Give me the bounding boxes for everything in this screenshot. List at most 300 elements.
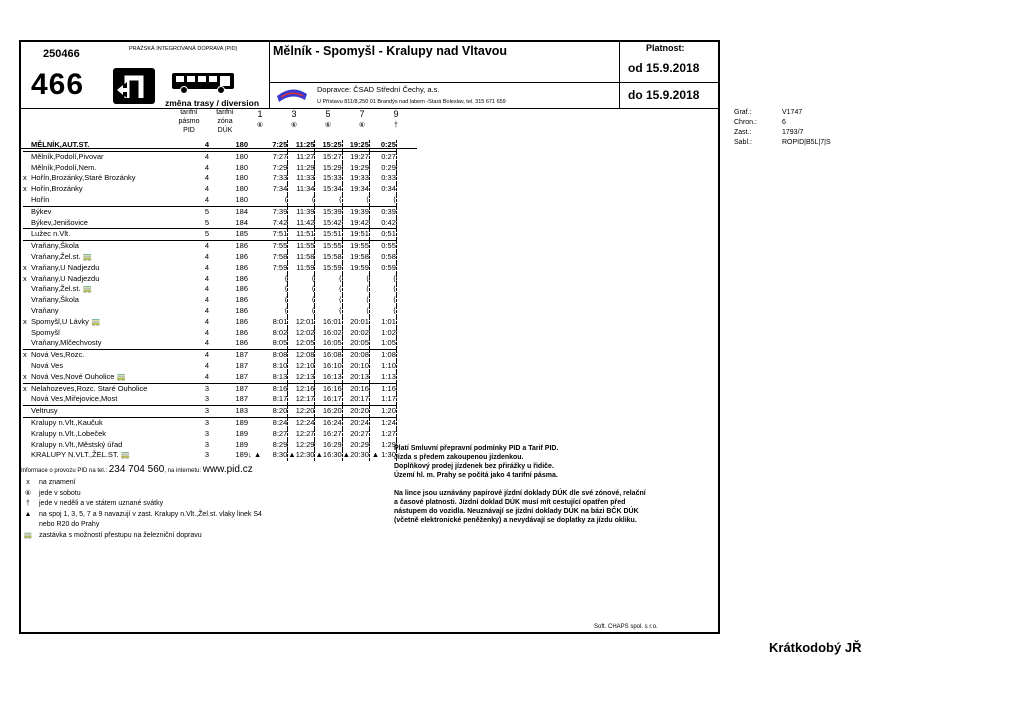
contact-line: Informace o provozu PID na tel.: 234 704 560, na internetu: www.pid.cz bbox=[21, 464, 253, 475]
departure-time: 8:20 bbox=[261, 406, 288, 418]
zone-duk: 186 bbox=[235, 305, 248, 315]
table-row bbox=[23, 274, 396, 285]
zone-pid: 4 bbox=[204, 262, 209, 272]
departure-time: 1:02 bbox=[369, 328, 396, 339]
legend-item: † jede v neděli a ve státem uznané svátky bbox=[26, 500, 164, 507]
departure-time: 11:58 bbox=[288, 252, 315, 263]
zone-pid: 4 bbox=[204, 316, 209, 326]
zone-pid: 4 bbox=[171, 195, 209, 206]
departure-time: 0:58 bbox=[369, 252, 396, 263]
arrival-mark bbox=[248, 372, 261, 383]
departure-time: 1:29 bbox=[369, 440, 396, 451]
timetable bbox=[23, 140, 397, 461]
table-row bbox=[23, 295, 396, 306]
departure-time: 16:05 bbox=[315, 338, 342, 349]
departure-time: 1:16 bbox=[369, 383, 396, 394]
departure-time: 16:29 bbox=[315, 440, 342, 451]
departure-time: 12:20 bbox=[288, 406, 315, 418]
line-code: 250466 bbox=[43, 48, 80, 60]
request-stop-mark bbox=[23, 229, 31, 241]
departure-time: 1:08 bbox=[369, 350, 396, 361]
zone-pid: 4 bbox=[204, 350, 209, 360]
zone-duk: 189 bbox=[235, 439, 248, 449]
departure-time: 20:20 bbox=[342, 406, 369, 418]
departure-time: 8:02 bbox=[261, 328, 288, 339]
arrival-mark bbox=[248, 218, 261, 229]
request-stop-mark bbox=[23, 406, 31, 418]
zone-pid: 3 bbox=[204, 417, 209, 427]
departure-time: 15:33 bbox=[315, 173, 342, 184]
zone-pid: 3 bbox=[204, 428, 209, 438]
trip-header-7: 7 ⑥ bbox=[358, 109, 366, 129]
table-row bbox=[23, 151, 396, 162]
table-row bbox=[23, 229, 396, 241]
zone-duk: 187 bbox=[235, 350, 248, 360]
legend-item: nebo R20 do Prahy bbox=[39, 521, 100, 528]
departure-time: 7:29 bbox=[261, 163, 288, 174]
stop-name: Spomyšl,U Lávky 🚃 bbox=[31, 316, 101, 326]
bus-icon bbox=[171, 72, 235, 99]
request-stop-mark bbox=[23, 195, 31, 206]
departure-time: 12:29 bbox=[288, 440, 315, 451]
departure-time: 1:24 bbox=[369, 417, 396, 428]
zone-duk: 180 bbox=[235, 162, 248, 172]
stop-name: Nová Ves bbox=[31, 360, 64, 370]
departure-time: 15:39 bbox=[315, 206, 342, 217]
departure-time: ⟨ bbox=[315, 306, 342, 317]
departure-time: ⟨ bbox=[342, 274, 369, 285]
departure-time: 15:29 bbox=[315, 163, 342, 174]
departure-time: 12:02 bbox=[288, 328, 315, 339]
stop-name: Vraňany bbox=[31, 305, 59, 315]
departure-time: ⟨ bbox=[261, 295, 288, 306]
table-row bbox=[23, 394, 396, 405]
departure-time: 11:51 bbox=[288, 229, 315, 241]
zone-pid: 3 bbox=[171, 406, 209, 418]
departure-time: 8:01 bbox=[261, 317, 288, 328]
departure-time: 8:24 bbox=[261, 417, 288, 428]
request-stop-mark bbox=[23, 206, 31, 217]
departure-time: ▲ 1:30 bbox=[369, 450, 396, 461]
departure-time: 7:55 bbox=[261, 241, 288, 252]
stop-name: KRALUPY N.VLT.,ŽEL.ST. 🚃 bbox=[31, 450, 131, 460]
departure-time: 12:01 bbox=[288, 317, 315, 328]
departure-time: 1:01 bbox=[369, 317, 396, 328]
departure-time: 20:10 bbox=[342, 361, 369, 372]
request-stop-mark bbox=[23, 252, 31, 263]
arrival-mark bbox=[248, 263, 261, 274]
table-row bbox=[23, 406, 396, 418]
zone-duk-header: tarifní zóna DÚK bbox=[216, 109, 234, 134]
zone-duk: 180 bbox=[235, 151, 248, 161]
departure-time: 15:42 bbox=[315, 218, 342, 229]
departure-time: 8:30 bbox=[261, 450, 288, 461]
departure-time: 1:05 bbox=[369, 338, 396, 349]
departure-time: 1:13 bbox=[369, 372, 396, 383]
arrival-mark bbox=[248, 429, 261, 440]
stop-name: Vraňany,Škola bbox=[31, 241, 79, 251]
departure-time: 15:51 bbox=[315, 229, 342, 241]
arrival-mark bbox=[248, 173, 261, 184]
request-stop-mark bbox=[23, 450, 31, 461]
departure-time: 8:27 bbox=[261, 429, 288, 440]
request-stop-mark bbox=[23, 361, 31, 372]
departure-time: 0:42 bbox=[369, 218, 396, 229]
zone-pid: 3 bbox=[204, 439, 209, 449]
side-info bbox=[734, 108, 831, 148]
valid-from: od 15.9.2018 bbox=[628, 61, 700, 75]
zone-pid: 4 bbox=[204, 173, 209, 183]
departure-time: 19:55 bbox=[342, 241, 369, 252]
stop-name: Lužec n.Vlt. bbox=[31, 229, 171, 241]
departure-time: 8:05 bbox=[261, 338, 288, 349]
departure-time: 16:08 bbox=[315, 350, 342, 361]
departure-time: 0:25 bbox=[369, 140, 396, 151]
line-number: 466 bbox=[31, 68, 85, 101]
departure-time: 12:27 bbox=[288, 429, 315, 440]
departure-time: 7:51 bbox=[261, 229, 288, 241]
departure-time: 16:13 bbox=[315, 372, 342, 383]
departure-time: 15:25 bbox=[315, 140, 342, 151]
arrival-mark bbox=[248, 338, 261, 349]
stop-name: Veltrusy bbox=[31, 406, 171, 418]
bottom-label: Krátkodobý JŘ bbox=[769, 640, 862, 655]
zone-duk: 185 bbox=[209, 229, 248, 241]
zone-duk: 189 bbox=[235, 417, 248, 427]
zone-duk: 180 bbox=[235, 184, 248, 194]
departure-time: 0:29 bbox=[369, 163, 396, 174]
departure-time: ⟨ bbox=[288, 284, 315, 295]
arrival-mark bbox=[248, 394, 261, 405]
departure-time: 12:16 bbox=[288, 383, 315, 394]
departure-time: 16:17 bbox=[315, 394, 342, 405]
info-line: Na lince jsou uznávány papírové jízdní doklady DÚK dle své zónové, relační bbox=[394, 490, 646, 497]
stop-name: Hořín bbox=[31, 195, 171, 206]
zone-pid: 4 bbox=[204, 184, 209, 194]
zone-pid: 5 bbox=[171, 229, 209, 241]
arrival-mark bbox=[248, 195, 261, 206]
validity-label: Platnost: bbox=[646, 43, 685, 53]
phone: 234 704 560 bbox=[108, 464, 165, 475]
departure-time: ⟨ bbox=[315, 284, 342, 295]
departure-time: 11:33 bbox=[288, 173, 315, 184]
stop-name: Nová Ves,Rozc. bbox=[31, 350, 85, 360]
zone-duk: 187 bbox=[209, 394, 248, 405]
zone-duk: 184 bbox=[209, 218, 248, 229]
arrival-mark bbox=[248, 140, 261, 151]
trip-header-1: 1 ⑥ bbox=[256, 109, 264, 129]
table-row bbox=[23, 383, 396, 394]
arrival-mark bbox=[248, 417, 261, 428]
request-stop-mark: x bbox=[23, 262, 27, 272]
departure-time: 0:39 bbox=[369, 206, 396, 217]
departure-time: 0:51 bbox=[369, 229, 396, 241]
stop-name: Nelahozeves,Rozc. Staré Ouholice bbox=[31, 383, 148, 393]
info-line bbox=[394, 480, 714, 489]
request-stop-mark bbox=[23, 295, 31, 306]
departure-time: 16:20 bbox=[315, 406, 342, 418]
departure-time: ⟨ bbox=[261, 306, 288, 317]
departure-time: 7:59 bbox=[261, 263, 288, 274]
zone-pid: 4 bbox=[204, 305, 209, 315]
zone-pid: 4 bbox=[204, 327, 209, 337]
table-row bbox=[23, 338, 396, 349]
table-row bbox=[23, 206, 396, 217]
info-line: Jízda s předem zakoupenou jízdenkou. bbox=[394, 454, 524, 461]
request-stop-mark: x bbox=[23, 184, 27, 194]
table-row bbox=[23, 263, 396, 274]
request-stop-mark bbox=[23, 328, 31, 339]
departure-time: 19:27 bbox=[342, 151, 369, 162]
zone-duk: 180 bbox=[209, 195, 248, 206]
departure-time: ⟨ bbox=[261, 284, 288, 295]
departure-time: ⟨ bbox=[288, 306, 315, 317]
departure-time: ⟨ bbox=[315, 195, 342, 206]
arrival-mark: ↓ ▲ bbox=[248, 450, 262, 460]
stop-name: Býkev,Jenišovice bbox=[31, 218, 171, 229]
departure-time: 19:59 bbox=[342, 263, 369, 274]
stop-name: Hořín,Brozánky bbox=[31, 184, 83, 194]
departure-time: 12:17 bbox=[288, 394, 315, 405]
departure-time: 7:25 bbox=[261, 140, 288, 151]
arrival-mark bbox=[248, 383, 261, 394]
zone-duk: 186 bbox=[235, 327, 248, 337]
request-stop-mark bbox=[23, 429, 31, 440]
side-info-row: Graf.: V1747 bbox=[734, 109, 803, 116]
departure-time: ⟨ bbox=[369, 274, 396, 285]
operator-address: U Přístavu 811/8,250 01 Brandýs nad labem -Stará Boleslav, tel. 315 671 659 bbox=[317, 99, 506, 105]
zone-duk: 187 bbox=[209, 372, 248, 383]
departure-time: 19:51 bbox=[342, 229, 369, 241]
departure-time: 7:34 bbox=[261, 184, 288, 195]
zone-pid: 4 bbox=[204, 251, 209, 261]
stop-name: Nová Ves,Nové Ouholice 🚃 bbox=[31, 372, 171, 383]
request-stop-mark: x bbox=[23, 173, 27, 183]
arrival-mark bbox=[248, 184, 261, 195]
stop-name: Nová Ves,Miřejovice,Most bbox=[31, 394, 171, 405]
zone-pid: 4 bbox=[204, 162, 209, 172]
departure-time: 11:25 bbox=[288, 140, 315, 151]
legend-item: 🚃 zastávka s možností přestupu na železniční dopravu bbox=[23, 531, 202, 539]
departure-time: ▲12:30 bbox=[288, 450, 315, 460]
stop-name: Hořín,Brozánky,Staré Brozánky bbox=[31, 173, 136, 183]
departure-time: ⟨ bbox=[261, 195, 288, 206]
zone-duk: 186 bbox=[235, 262, 248, 272]
departure-time: 20:13 bbox=[342, 372, 369, 383]
request-stop-mark: x bbox=[23, 372, 31, 383]
request-stop-mark bbox=[23, 394, 31, 405]
zone-pid: 4 bbox=[204, 151, 209, 161]
departure-time: 16:24 bbox=[315, 417, 342, 428]
departure-time: 19:42 bbox=[342, 218, 369, 229]
departure-time: ▲16:30 bbox=[315, 450, 342, 460]
departure-time: 20:29 bbox=[342, 440, 369, 451]
table-row bbox=[23, 241, 396, 252]
table-row bbox=[23, 284, 396, 295]
arrival-mark bbox=[248, 163, 261, 174]
departure-time: 15:27 bbox=[315, 151, 342, 162]
trip-header-3: 3 ⑥ bbox=[290, 109, 298, 129]
departure-time: 19:29 bbox=[342, 163, 369, 174]
request-stop-mark: x bbox=[23, 383, 27, 393]
departure-time: 20:16 bbox=[342, 383, 369, 394]
departure-time: ⟨ bbox=[342, 195, 369, 206]
departure-time: 0:59 bbox=[369, 263, 396, 274]
departure-time: 20:01 bbox=[342, 317, 369, 328]
request-stop-mark bbox=[23, 284, 31, 295]
departure-time: 1:17 bbox=[369, 394, 396, 405]
arrival-mark bbox=[248, 241, 261, 252]
zone-pid-header: tarifní pásmo PID bbox=[178, 109, 200, 134]
request-stop-mark bbox=[23, 338, 31, 349]
zone-pid: 3 bbox=[204, 450, 209, 460]
departure-time: 15:55 bbox=[315, 241, 342, 252]
arrival-mark bbox=[248, 328, 261, 339]
departure-time: ▲20:30 bbox=[342, 450, 369, 460]
zone-duk: 180 bbox=[235, 173, 248, 183]
zone-duk: 186 bbox=[235, 284, 248, 294]
zone-duk: 180 bbox=[209, 140, 248, 151]
table-row bbox=[23, 372, 396, 383]
table-row bbox=[23, 361, 396, 372]
table-row bbox=[23, 252, 396, 263]
request-stop-mark bbox=[23, 218, 31, 229]
zone-pid: 4 bbox=[204, 295, 209, 305]
departure-time: ⟨ bbox=[288, 295, 315, 306]
departure-time: ⟨ bbox=[342, 295, 369, 306]
stop-name: Vraňany,U Nadjezdu bbox=[31, 262, 100, 272]
departure-time: 8:13 bbox=[261, 372, 288, 383]
request-stop-mark: x bbox=[23, 350, 27, 360]
stop-name: Spomyšl bbox=[31, 327, 60, 337]
stop-name: Vraňany,Žel.st. 🚃 bbox=[31, 251, 93, 261]
departure-time: 11:42 bbox=[288, 218, 315, 229]
stop-name: Vraňany,Mlčechvosty bbox=[31, 338, 171, 349]
departure-time: 7:58 bbox=[261, 252, 288, 263]
request-stop-mark bbox=[23, 140, 31, 151]
request-stop-mark bbox=[23, 241, 31, 252]
stop-name: Kralupy n.Vlt.,Kaučuk bbox=[31, 417, 103, 427]
arrival-mark bbox=[248, 295, 261, 306]
legend-item: ⑥ jede v sobotu bbox=[24, 489, 81, 497]
departure-time: 8:29 bbox=[261, 440, 288, 451]
request-stop-mark bbox=[23, 163, 31, 174]
departure-time: 11:34 bbox=[288, 184, 315, 195]
departure-time: 19:33 bbox=[342, 173, 369, 184]
departure-time: ⟨ bbox=[315, 274, 342, 285]
diversion-icon bbox=[113, 68, 155, 104]
info-line: nástupem do vozidla. Neuznávají se jízdní doklady DÚK na bázi BČK DÚK bbox=[394, 508, 639, 515]
departure-time: 16:27 bbox=[315, 429, 342, 440]
info-line: Doplňkový prodej jízdenek bez přirážky u řidiče. bbox=[394, 463, 554, 470]
arrival-mark bbox=[248, 317, 261, 328]
departure-time: 20:17 bbox=[342, 394, 369, 405]
zone-duk: 187 bbox=[235, 383, 248, 393]
request-stop-mark: x bbox=[23, 273, 27, 283]
departure-time: 8:08 bbox=[261, 350, 288, 361]
trip-header-5: 5 ⑥ bbox=[324, 109, 332, 129]
departure-time: ⟨ bbox=[369, 284, 396, 295]
info-line: Platí Smluvní přepravní podmínky PID a Tarif PID. bbox=[394, 445, 559, 452]
departure-time: 16:01 bbox=[315, 317, 342, 328]
zone-pid: 4 bbox=[204, 273, 209, 283]
departure-time: 1:10 bbox=[369, 361, 396, 372]
zone-duk: 189 bbox=[235, 428, 248, 438]
request-stop-mark: x bbox=[23, 316, 27, 326]
zone-duk: 186 bbox=[235, 295, 248, 305]
arrival-mark bbox=[248, 284, 261, 295]
departure-time: 20:05 bbox=[342, 338, 369, 349]
arrival-mark bbox=[248, 361, 261, 372]
departure-time: ⟨ bbox=[369, 306, 396, 317]
departure-time: 19:25 bbox=[342, 140, 369, 151]
departure-time: 0:55 bbox=[369, 241, 396, 252]
arrival-mark bbox=[248, 406, 261, 418]
stop-name: Mělník,Podolí,Pivovar bbox=[31, 151, 104, 161]
departure-time: 11:59 bbox=[288, 263, 315, 274]
departure-time: 15:58 bbox=[315, 252, 342, 263]
zone-duk: 186 bbox=[235, 241, 248, 251]
zone-pid: 4 bbox=[171, 338, 209, 349]
departure-time: ⟨ bbox=[342, 284, 369, 295]
zone-pid: 4 bbox=[171, 372, 209, 383]
departure-time: 0:27 bbox=[369, 151, 396, 162]
table-row bbox=[23, 450, 396, 461]
table-row bbox=[23, 328, 396, 339]
arrival-mark bbox=[248, 252, 261, 263]
zone-duk: 189 bbox=[235, 450, 248, 460]
departure-time: ⟨ bbox=[315, 295, 342, 306]
departure-time: 20:27 bbox=[342, 429, 369, 440]
request-stop-mark bbox=[23, 151, 31, 162]
arrival-mark bbox=[248, 350, 261, 361]
departure-time: 8:17 bbox=[261, 394, 288, 405]
departure-time: ⟨ bbox=[369, 195, 396, 206]
web-link: www.pid.cz bbox=[202, 464, 253, 475]
departure-time: 7:42 bbox=[261, 218, 288, 229]
fare-info bbox=[394, 444, 714, 525]
zone-duk: 186 bbox=[235, 251, 248, 261]
side-info-row: Chron.: 6 bbox=[734, 119, 786, 126]
departure-time: 8:10 bbox=[261, 361, 288, 372]
stop-name: Vraňany,Žel.st. 🚃 bbox=[31, 284, 93, 294]
departure-time: 20:24 bbox=[342, 417, 369, 428]
table-row bbox=[23, 140, 396, 151]
change-note: změna trasy / diversion bbox=[165, 98, 260, 108]
stop-name: Kralupy n.Vlt.,Lobeček bbox=[31, 428, 107, 438]
departure-time: 16:10 bbox=[315, 361, 342, 372]
table-row bbox=[23, 306, 396, 317]
stop-name: Vraňany,Škola bbox=[31, 295, 79, 305]
departure-time: ⟨ bbox=[261, 274, 288, 285]
stop-name: Vraňany,U Nadjezdu bbox=[31, 273, 100, 283]
request-stop-mark bbox=[23, 417, 31, 428]
table-row bbox=[23, 417, 396, 428]
route-title: Mělník - Spomyšl - Kralupy nad Vltavou bbox=[273, 44, 508, 58]
departure-time: 12:24 bbox=[288, 417, 315, 428]
arrival-mark bbox=[248, 440, 261, 451]
table-row bbox=[23, 218, 396, 229]
departure-time: 12:10 bbox=[288, 361, 315, 372]
table-row bbox=[23, 317, 396, 328]
arrival-mark bbox=[248, 229, 261, 241]
zone-duk: 186 bbox=[209, 338, 248, 349]
operator-name: Dopravce: ČSAD Střední Čechy, a.s. bbox=[317, 85, 440, 94]
table-row bbox=[23, 195, 396, 206]
departure-time: 19:39 bbox=[342, 206, 369, 217]
departure-time: 15:59 bbox=[315, 263, 342, 274]
table-row bbox=[23, 350, 396, 361]
